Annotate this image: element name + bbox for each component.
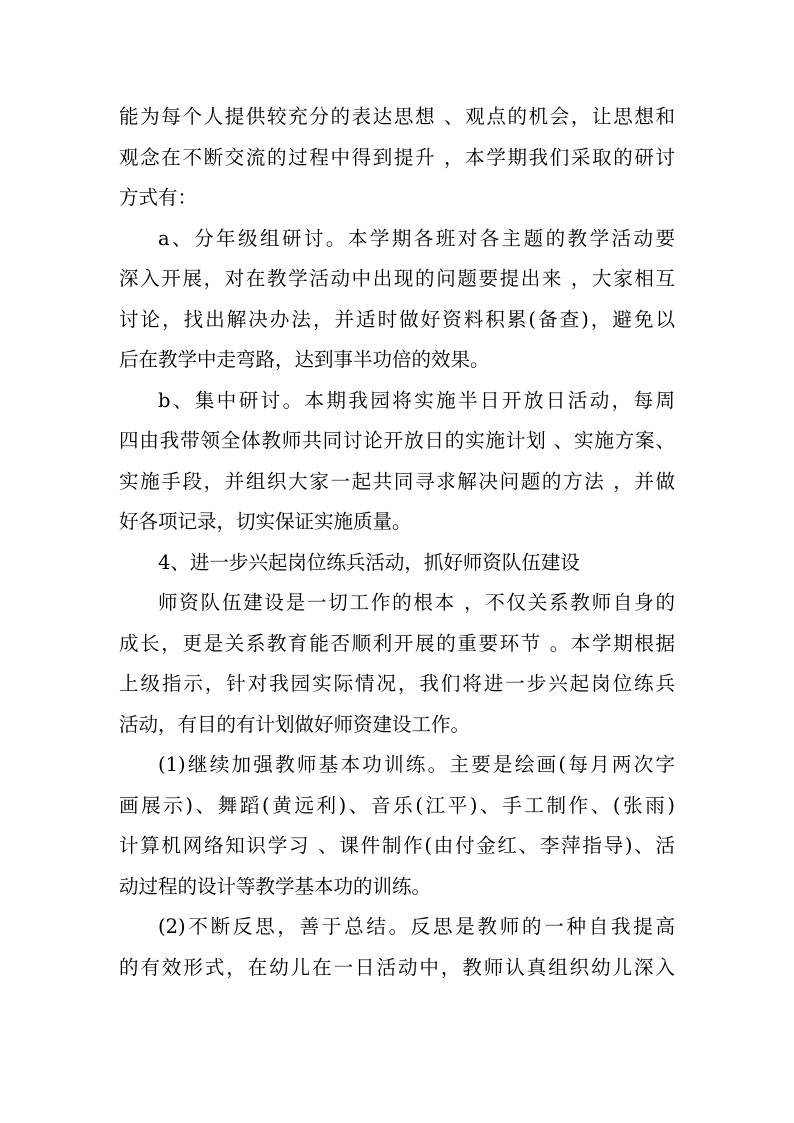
text-line: 动过程的设计等教学基本功的训练。 [119, 874, 432, 898]
text-line: b、集中研讨。本期我园将实施半日开放日活动，每周 [158, 388, 675, 412]
text-line: a、分年级组研讨。本学期各班对各主题的教学活动要 [158, 226, 675, 250]
text-line: 讨论，找出解决办法，并适时做好资料积累(备查)，避免以 [119, 307, 675, 331]
text-line: 好各项记录，切实保证实施质量。 [119, 510, 412, 533]
text-line: 方式有： [119, 186, 198, 209]
text-line: 能为每个人提供较充分的表达思想 、观点的机会，让思想和 [119, 105, 675, 128]
text-line: 上级指示，针对我园实际情况，我们将进一步兴起岗位练兵 [119, 672, 675, 695]
text-line: 画展示)、舞蹈(黄远利)、音乐(江平)、手工制作、(张雨) [119, 793, 675, 817]
text-line: 观念在不断交流的过程中得到提升 ，本学期我们采取的研讨 [119, 145, 675, 169]
text-line: 实施手段，并组织大家一起共同寻求解决问题的方法 ，并做 [119, 469, 675, 493]
text-line: 四由我带领全体教师共同讨论开放日的实施计划 、实施方案、 [119, 429, 675, 452]
text-line: 活动，有目的有计划做好师资建设工作。 [119, 712, 471, 736]
text-line: 计算机网络知识学习 、课件制作(由付金红、李萍指导)、活 [119, 834, 675, 857]
text-line: (1)继续加强教师基本功训练。主要是绘画(每月两次字 [158, 753, 675, 776]
text-line: 成长，更是关系教育能否顺利开展的重要环节 。本学期根据 [119, 631, 675, 655]
document-body [119, 97, 675, 988]
text-line: 师资队伍建设是一切工作的根本 ，不仅关系教师自身的 [158, 591, 675, 614]
text-line: 后在教学中走弯路，达到事半功倍的效果。 [119, 348, 490, 371]
text-line: 深入开展，对在教学活动中出现的问题要提出来 ，大家相互 [119, 267, 675, 290]
text-line: 的有效形式，在幼儿在一日活动中，教师认真组织幼儿深入 [119, 955, 675, 979]
section-heading: 4、进一步兴起岗位练兵活动，抓好师资队伍建设 [158, 550, 580, 574]
text-line: (2)不断反思，善于总结。反思是教师的一种自我提高 [158, 915, 675, 938]
